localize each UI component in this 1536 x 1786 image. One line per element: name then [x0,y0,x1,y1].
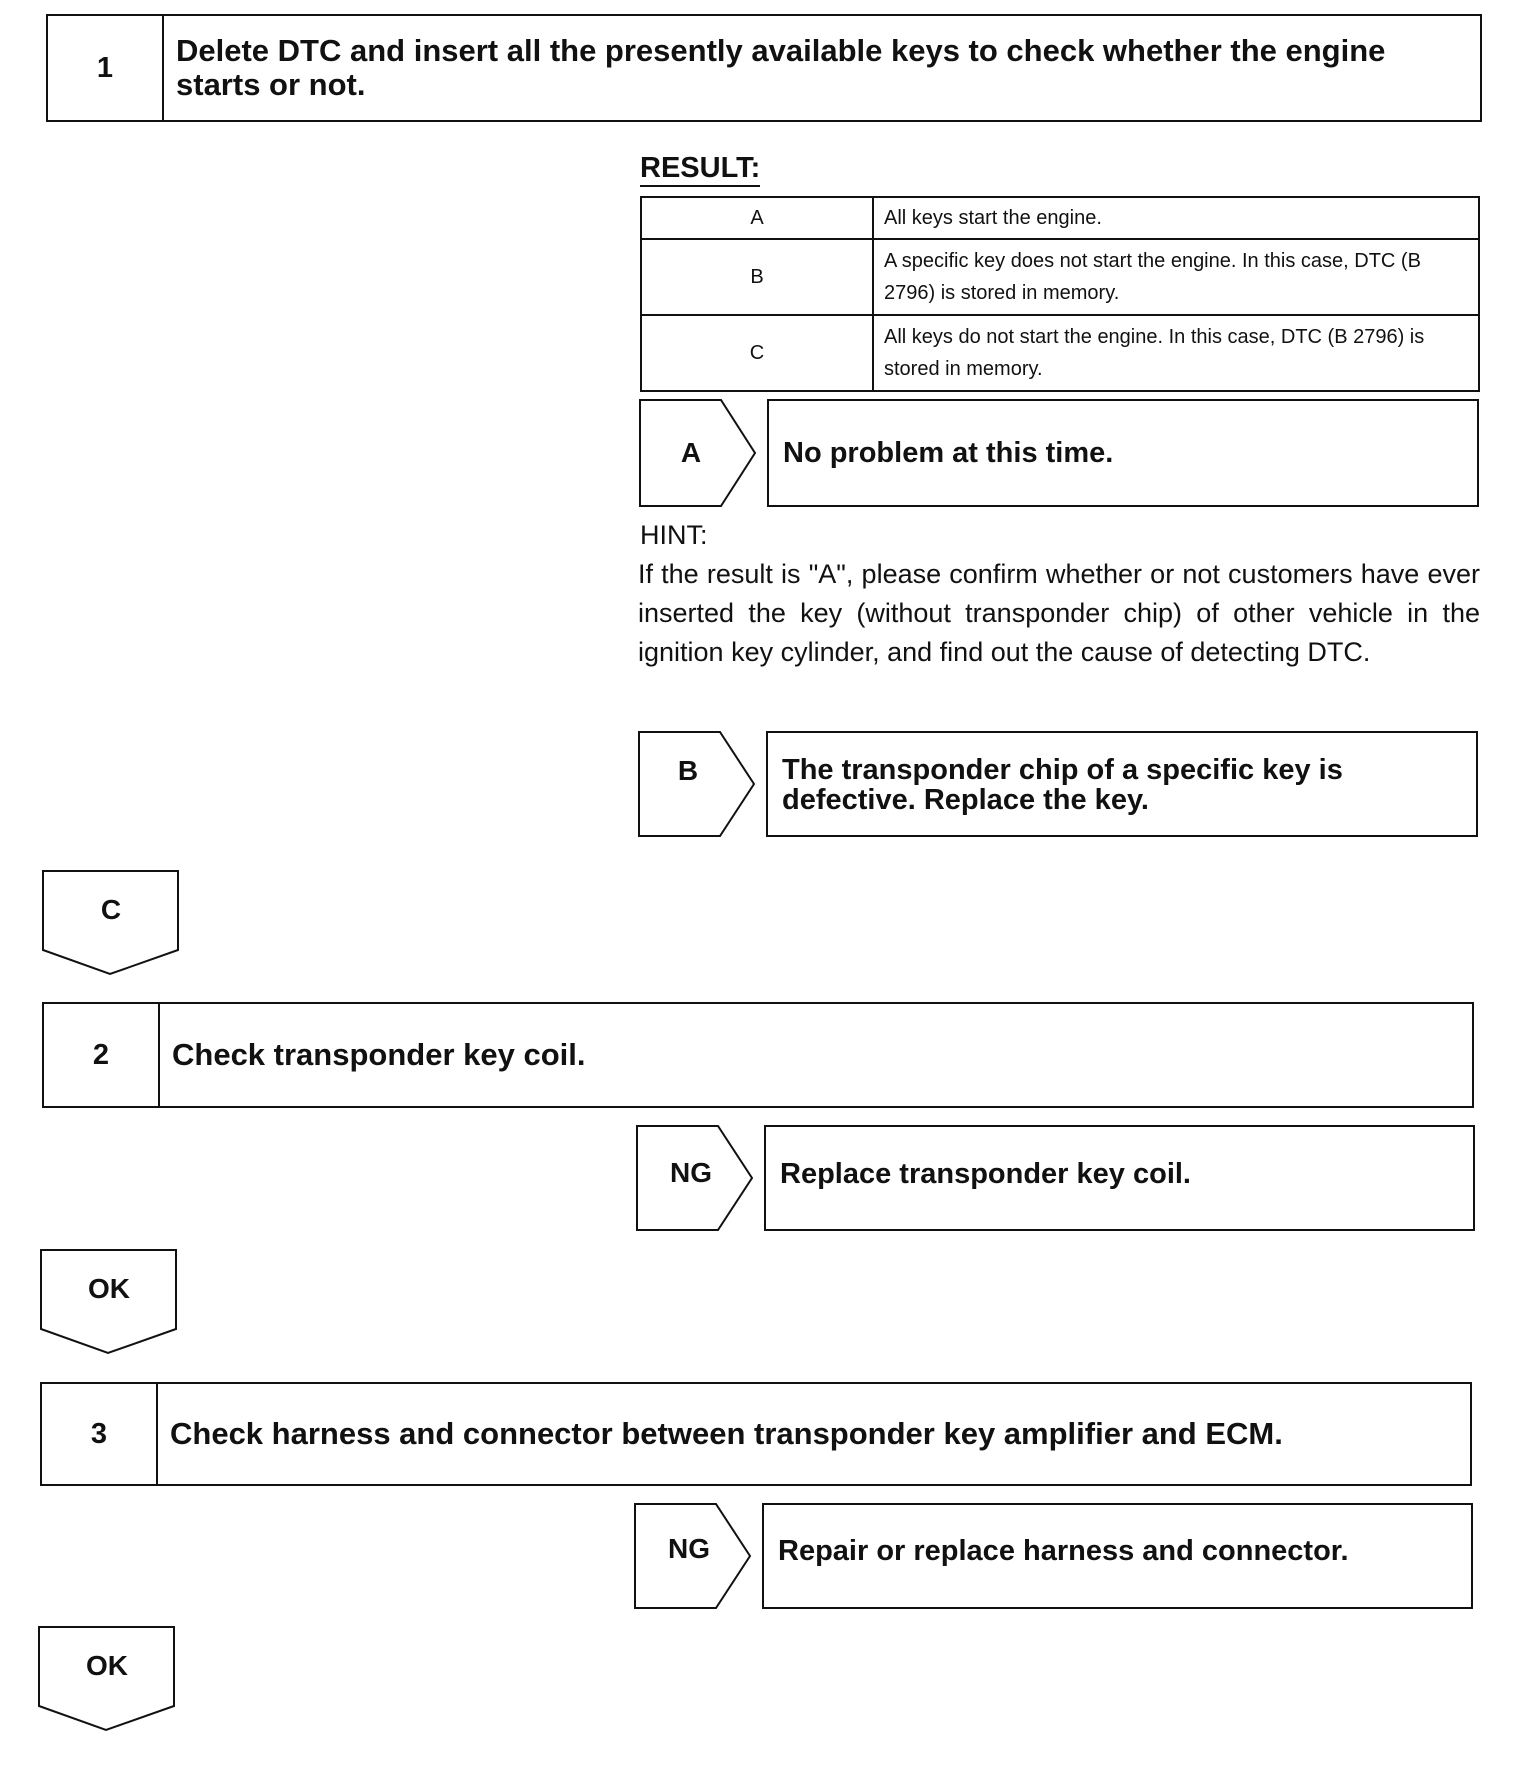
step-title: Check harness and connector between transponder key amplifier and ECM. [170,1416,1283,1451]
result-heading: RESULT: [640,152,760,187]
step-number: 2 [44,1004,160,1106]
result-code: C [641,315,873,391]
result-description: All keys do not start the engine. In this case, DTC (B 2796) is stored in memory. [873,315,1479,391]
outcome-text-box: Replace transponder key coil. [764,1125,1475,1231]
table-row [641,239,1479,315]
outcome-tag: NG [670,1157,712,1188]
outcome-tag: A [680,437,702,468]
outcome-b [638,731,1478,837]
outcome-a [639,399,1479,507]
outcome-ng-step-3 [634,1503,1473,1609]
result-description: All keys start the engine. [873,197,1479,239]
result-description: A specific key does not start the engine. In this case, DTC (B 2796) is stored in memory. [873,239,1479,315]
branch-c [42,870,180,978]
outcome-text-box: The transponder chip of a specific key is defective. Replace the key. [766,731,1478,837]
step-1-box [46,14,1482,122]
hint-text: If the result is "A", please confirm whether or not customers have ever inserted the key (without transponder chip) of other vehicle in the ignition key cylinder, and find out the cause of detecting DTC. [638,559,1480,667]
outcome-text-box: Repair or replace harness and connector. [762,1503,1473,1609]
outcome-tag: NG [668,1533,710,1564]
outcome-ng-step-2 [636,1125,1475,1231]
step-number: 1 [48,16,164,120]
branch-tag: C [100,894,122,925]
step-title: Check transponder key coil. [172,1037,586,1072]
branch-tag: OK [86,1650,128,1681]
result-code: A [641,197,873,239]
step-number: 3 [42,1384,158,1484]
step-2-box [42,1002,1474,1108]
result-code: B [641,239,873,315]
branch-tag: OK [88,1273,130,1304]
outcome-text-box: No problem at this time. [767,399,1479,507]
branch-ok-step-2 [40,1249,178,1357]
table-row [641,197,1479,239]
hint-label: HINT: [640,520,708,550]
result-table [640,196,1480,392]
step-3-box [40,1382,1472,1486]
outcome-tag: B [677,755,699,786]
branch-ok-step-3 [38,1626,176,1734]
step-title: Delete DTC and insert all the presently available keys to check whether the engine starts or not. [176,33,1386,102]
table-row [641,315,1479,391]
